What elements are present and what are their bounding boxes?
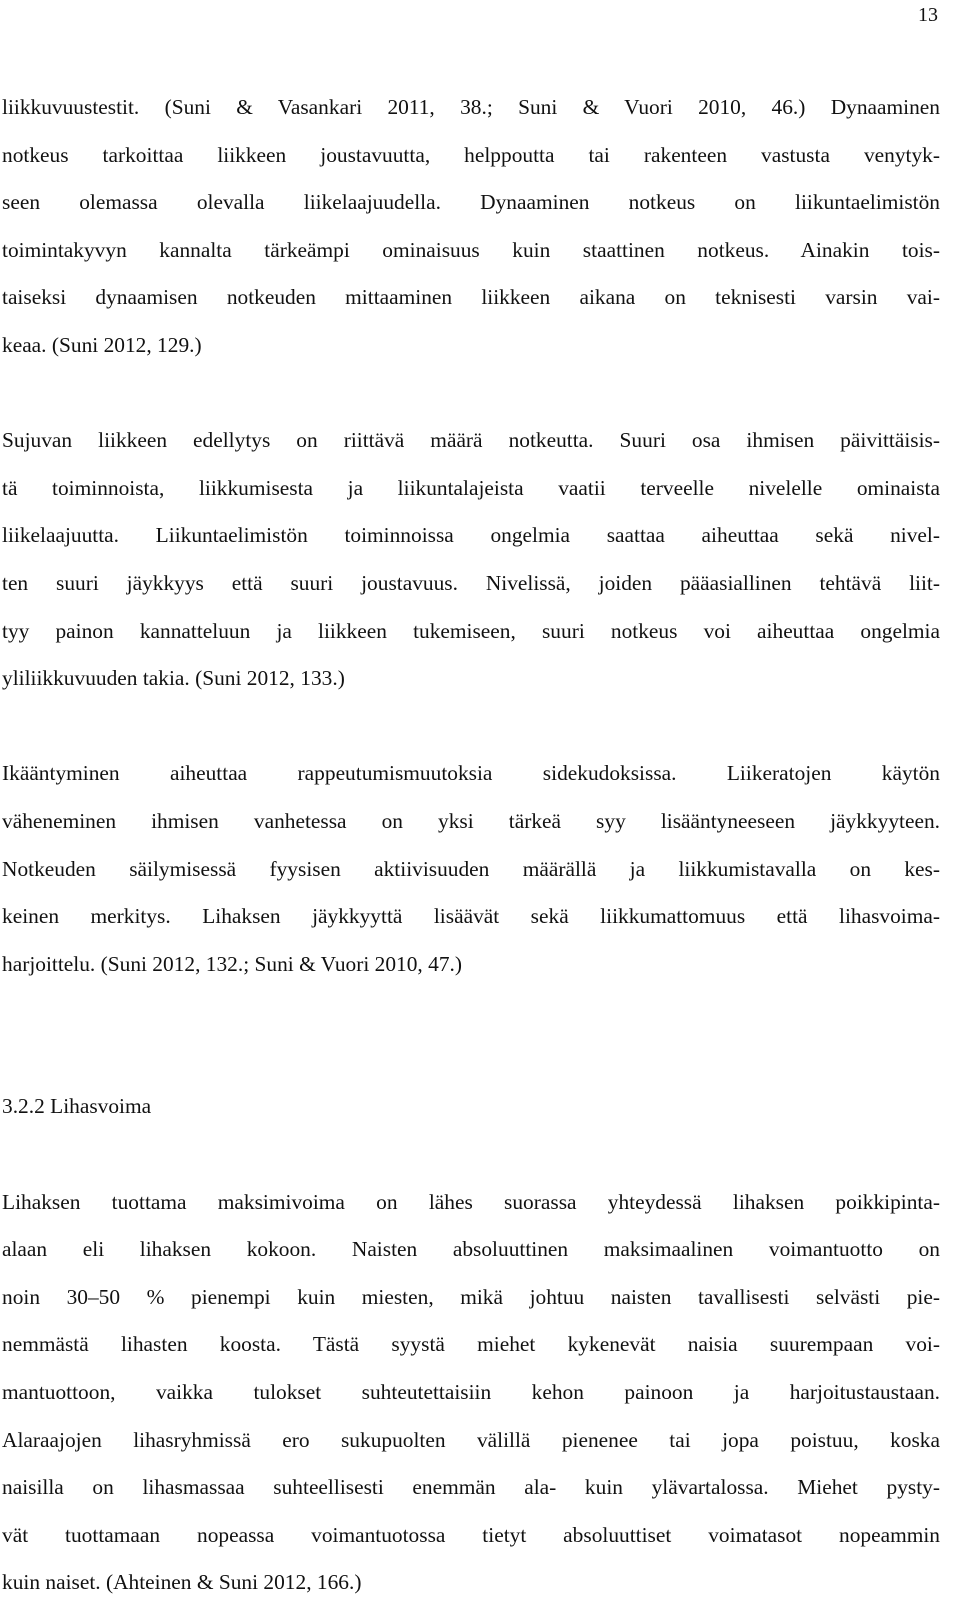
text-line: keinen merkitys. Lihaksen jäykkyyttä lisäävät sekä liikkumattomuus että lihasvoima- (2, 904, 940, 929)
text-line: väheneminen ihmisen vanhetessa on yksi tärkeä syy lisääntyneeseen jäykkyyteen. (2, 808, 940, 833)
paragraph-smooth-movement (2, 417, 940, 703)
page-number: 13 (918, 4, 938, 26)
text-line: vät tuottamaan nopeassa voimantuotossa tietyt absoluuttiset voimatasot nopeammin (2, 1522, 940, 1547)
text-line: Sujuvan liikkeen edellytys on riittävä määrä notkeutta. Suuri osa ihmisen päivittäisis- (2, 428, 940, 453)
text-line: seen olemassa olevalla liikelaajuudella. Dynaaminen notkeus on liikuntaelimistön (2, 190, 940, 215)
text-line: naisilla on lihasmassaa suhteellisesti enemmän ala- kuin ylävartalossa. Miehet pysty- (2, 1475, 940, 1500)
text-line: notkeus tarkoittaa liikkeen joustavuutta, helppoutta tai rakenteen vastusta venytyk- (2, 142, 940, 167)
text-line: Alaraajojen lihasryhmissä ero sukupuolten välillä pienenee tai jopa poistuu, koska (2, 1427, 940, 1452)
text-line: Notkeuden säilymisessä fyysisen aktiivisuuden määrällä ja liikkumistavalla on kes- (2, 856, 940, 881)
paragraph-gap (2, 703, 940, 751)
text-line: liikelaajuutta. Liikuntaelimistön toiminnoissa ongelmia saattaa aiheuttaa sekä nivel- (2, 523, 940, 548)
text-line: tyy painon kannatteluun ja liikkeen tukemiseen, suuri notkeus voi aiheuttaa ongelmia (2, 618, 940, 643)
text-line: toimintakyvyn kannalta tärkeämpi ominaisuus kuin staattinen notkeus. Ainakin tois- (2, 237, 940, 262)
text-line: mantuottoon, vaikka tulokset suhteutettaisiin kehon painoon ja harjoitustaustaan. (2, 1380, 940, 1405)
text-line: tä toiminnoista, liikkumisesta ja liikuntalajeista vaatii terveelle nivelelle ominaista (2, 475, 940, 500)
text-line: ten suuri jäykkyys että suuri joustavuus. Nivelissä, joiden pääasiallinen tehtävä liit- (2, 570, 940, 595)
paragraph-gap (2, 988, 940, 1036)
text-line: nemmästä lihasten koosta. Tästä syystä miehet kykenevät naisia suurempaan voi- (2, 1332, 940, 1357)
section-heading: 3.2.2 Lihasvoima (2, 1094, 152, 1119)
text-line: keaa. (Suni 2012, 129.) (2, 332, 202, 357)
text-line: noin 30–50 % pienempi kuin miesten, mikä johtuu naisten tavallisesti selvästi pie- (2, 1284, 940, 1309)
text-line: liikkuvuustestit. (Suni & Vasankari 2011, 38.; Suni & Vuori 2010, 46.) Dynaaminen (2, 95, 940, 119)
paragraph-gap (2, 1131, 940, 1179)
document-body (2, 84, 940, 1607)
paragraph-gap (2, 1036, 940, 1084)
paragraph-flexibility-dynamic (2, 84, 940, 370)
text-line: Lihaksen tuottama maksimivoima on lähes suorassa yhteydessä lihaksen poikkipinta- (2, 1189, 940, 1214)
text-line: harjoittelu. (Suni 2012, 132.; Suni & Vuori 2010, 47.) (2, 951, 462, 976)
paragraph-gap (2, 370, 940, 418)
text-line: kuin naiset. (Ahteinen & Suni 2012, 166.) (2, 1570, 362, 1595)
text-line: taiseksi dynaamisen notkeuden mittaaminen liikkeen aikana on teknisesti varsin vai- (2, 285, 940, 310)
paragraph-aging (2, 750, 940, 988)
text-line: Ikääntyminen aiheuttaa rappeutumismuutoksia sidekudoksissa. Liikeratojen käytön (2, 761, 940, 786)
text-line: yliliikkuvuuden takia. (Suni 2012, 133.) (2, 666, 345, 691)
text-line: alaan eli lihaksen kokoon. Naisten absoluuttinen maksimaalinen voimantuotto on (2, 1237, 940, 1262)
paragraph-muscle-strength (2, 1179, 940, 1607)
